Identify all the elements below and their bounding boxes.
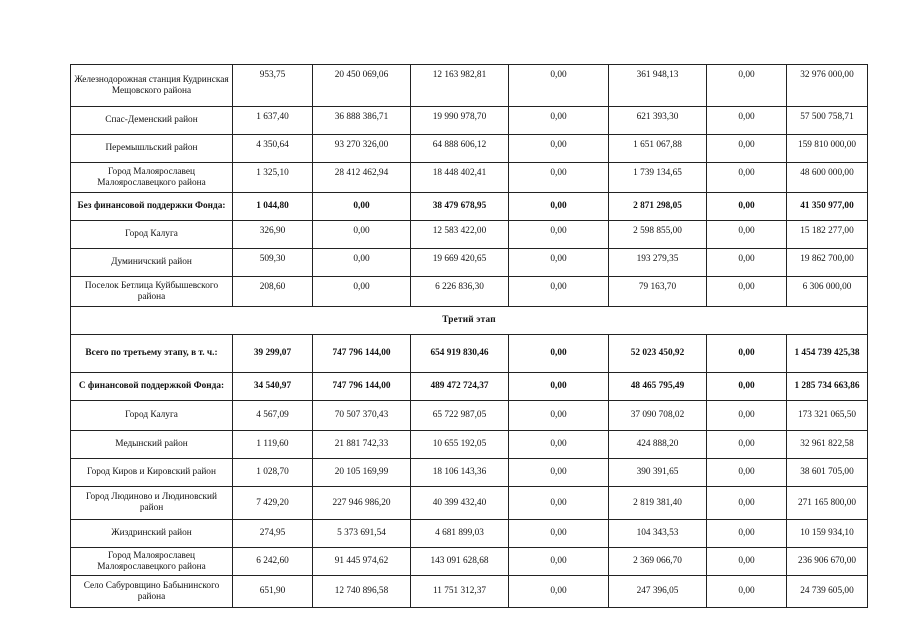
value-cell-c1: 1 637,40 [233,107,313,135]
territory-name-cell: Думиничский район [71,249,233,277]
value-cell-c2: 747 796 144,00 [313,373,411,401]
value-cell-c3: 40 399 432,40 [411,487,509,520]
value-cell-c1: 39 299,07 [233,335,313,373]
table-row [71,576,868,608]
value-cell-c6: 0,00 [707,65,787,107]
value-cell-c5: 79 163,70 [609,277,707,307]
value-cell-c4: 0,00 [509,459,609,487]
value-cell-c7: 38 601 705,00 [787,459,868,487]
value-cell-c4: 0,00 [509,221,609,249]
value-cell-c5: 390 391,65 [609,459,707,487]
territory-name-cell: Перемышльский район [71,135,233,163]
value-cell-c5: 621 393,30 [609,107,707,135]
table-row [71,373,868,401]
value-cell-c4: 0,00 [509,277,609,307]
value-cell-c7: 48 600 000,00 [787,163,868,193]
value-cell-c3: 19 990 978,70 [411,107,509,135]
value-cell-c1: 1 119,60 [233,431,313,459]
value-cell-c2: 227 946 986,20 [313,487,411,520]
value-cell-c4: 0,00 [509,135,609,163]
value-cell-c6: 0,00 [707,249,787,277]
value-cell-c4: 0,00 [509,520,609,548]
value-cell-c6: 0,00 [707,548,787,576]
table-row [71,221,868,249]
territory-name-cell: Город Малоярославец Малоярославецкого района [71,163,233,193]
value-cell-c7: 1 454 739 425,38 [787,335,868,373]
territory-name-cell: Город Киров и Кировский район [71,459,233,487]
table-row [71,249,868,277]
table-row [71,335,868,373]
value-cell-c5: 2 598 855,00 [609,221,707,249]
value-cell-c5: 104 343,53 [609,520,707,548]
value-cell-c3: 64 888 606,12 [411,135,509,163]
value-cell-c2: 747 796 144,00 [313,335,411,373]
value-cell-c6: 0,00 [707,135,787,163]
value-cell-c6: 0,00 [707,401,787,431]
value-cell-c7: 173 321 065,50 [787,401,868,431]
territory-name-cell: Село Сабуровщино Бабынинского района [71,576,233,608]
value-cell-c2: 0,00 [313,277,411,307]
territory-name-cell: Город Малоярославец Малоярославецкого района [71,548,233,576]
value-cell-c6: 0,00 [707,221,787,249]
value-cell-c3: 6 226 836,30 [411,277,509,307]
value-cell-c7: 57 500 758,71 [787,107,868,135]
territory-name-cell: Железнодорожная станция Кудринская Мещовского района [71,65,233,107]
value-cell-c1: 953,75 [233,65,313,107]
value-cell-c7: 15 182 277,00 [787,221,868,249]
value-cell-c3: 38 479 678,95 [411,193,509,221]
table-row [71,163,868,193]
value-cell-c7: 236 906 670,00 [787,548,868,576]
value-cell-c3: 489 472 724,37 [411,373,509,401]
value-cell-c5: 424 888,20 [609,431,707,459]
value-cell-c1: 34 540,97 [233,373,313,401]
value-cell-c3: 4 681 899,03 [411,520,509,548]
territory-name-cell: Город Калуга [71,221,233,249]
value-cell-c2: 20 450 069,06 [313,65,411,107]
value-cell-c1: 4 567,09 [233,401,313,431]
table-row [71,520,868,548]
table-row [71,459,868,487]
value-cell-c2: 0,00 [313,221,411,249]
territory-name-cell: Всего по третьему этапу, в т. ч.: [71,335,233,373]
value-cell-c5: 52 023 450,92 [609,335,707,373]
value-cell-c7: 19 862 700,00 [787,249,868,277]
value-cell-c3: 12 583 422,00 [411,221,509,249]
value-cell-c2: 93 270 326,00 [313,135,411,163]
value-cell-c4: 0,00 [509,335,609,373]
value-cell-c4: 0,00 [509,487,609,520]
value-cell-c6: 0,00 [707,193,787,221]
value-cell-c4: 0,00 [509,431,609,459]
value-cell-c7: 32 976 000,00 [787,65,868,107]
value-cell-c2: 0,00 [313,249,411,277]
value-cell-c2: 36 888 386,71 [313,107,411,135]
value-cell-c6: 0,00 [707,277,787,307]
value-cell-c6: 0,00 [707,373,787,401]
table-row [71,193,868,221]
value-cell-c4: 0,00 [509,576,609,608]
value-cell-c7: 32 961 822,58 [787,431,868,459]
value-cell-c3: 11 751 312,37 [411,576,509,608]
value-cell-c1: 1 044,80 [233,193,313,221]
value-cell-c1: 4 350,64 [233,135,313,163]
value-cell-c3: 654 919 830,46 [411,335,509,373]
territory-name-cell: Поселок Бетлица Куйбышевского района [71,277,233,307]
value-cell-c1: 274,95 [233,520,313,548]
table-row [71,401,868,431]
table-row [71,107,868,135]
value-cell-c7: 159 810 000,00 [787,135,868,163]
territory-name-cell: Жиздринский район [71,520,233,548]
value-cell-c1: 208,60 [233,277,313,307]
value-cell-c2: 5 373 691,54 [313,520,411,548]
value-cell-c3: 10 655 192,05 [411,431,509,459]
finance-table [70,64,868,608]
value-cell-c3: 143 091 628,68 [411,548,509,576]
territory-name-cell: С финансовой поддержкой Фонда: [71,373,233,401]
section-title: Третий этап [71,307,868,335]
value-cell-c4: 0,00 [509,548,609,576]
value-cell-c7: 271 165 800,00 [787,487,868,520]
value-cell-c1: 7 429,20 [233,487,313,520]
value-cell-c6: 0,00 [707,107,787,135]
value-cell-c7: 10 159 934,10 [787,520,868,548]
value-cell-c4: 0,00 [509,163,609,193]
table-row [71,548,868,576]
value-cell-c3: 18 448 402,41 [411,163,509,193]
value-cell-c1: 1 028,70 [233,459,313,487]
value-cell-c6: 0,00 [707,487,787,520]
value-cell-c5: 2 369 066,70 [609,548,707,576]
value-cell-c4: 0,00 [509,65,609,107]
value-cell-c5: 48 465 795,49 [609,373,707,401]
value-cell-c5: 247 396,05 [609,576,707,608]
value-cell-c6: 0,00 [707,459,787,487]
value-cell-c6: 0,00 [707,431,787,459]
value-cell-c6: 0,00 [707,520,787,548]
value-cell-c3: 19 669 420,65 [411,249,509,277]
table-row [71,135,868,163]
value-cell-c6: 0,00 [707,163,787,193]
value-cell-c5: 2 819 381,40 [609,487,707,520]
value-cell-c7: 1 285 734 663,86 [787,373,868,401]
table-row [71,277,868,307]
value-cell-c1: 1 325,10 [233,163,313,193]
value-cell-c1: 326,90 [233,221,313,249]
table-row [71,487,868,520]
value-cell-c5: 1 739 134,65 [609,163,707,193]
value-cell-c3: 18 106 143,36 [411,459,509,487]
value-cell-c4: 0,00 [509,193,609,221]
value-cell-c4: 0,00 [509,107,609,135]
value-cell-c7: 41 350 977,00 [787,193,868,221]
territory-name-cell: Спас-Деменский район [71,107,233,135]
value-cell-c2: 20 105 169,99 [313,459,411,487]
value-cell-c2: 0,00 [313,193,411,221]
value-cell-c3: 12 163 982,81 [411,65,509,107]
value-cell-c2: 91 445 974,62 [313,548,411,576]
value-cell-c4: 0,00 [509,373,609,401]
value-cell-c1: 509,30 [233,249,313,277]
value-cell-c5: 37 090 708,02 [609,401,707,431]
value-cell-c5: 361 948,13 [609,65,707,107]
territory-name-cell: Город Людиново и Людиновский район [71,487,233,520]
value-cell-c2: 21 881 742,33 [313,431,411,459]
value-cell-c4: 0,00 [509,401,609,431]
territory-name-cell: Медынский район [71,431,233,459]
value-cell-c7: 24 739 605,00 [787,576,868,608]
value-cell-c6: 0,00 [707,335,787,373]
value-cell-c5: 1 651 067,88 [609,135,707,163]
territory-name-cell: Город Калуга [71,401,233,431]
value-cell-c1: 651,90 [233,576,313,608]
value-cell-c2: 70 507 370,43 [313,401,411,431]
document-page [70,64,868,608]
value-cell-c6: 0,00 [707,576,787,608]
value-cell-c2: 28 412 462,94 [313,163,411,193]
value-cell-c5: 193 279,35 [609,249,707,277]
territory-name-cell: Без финансовой поддержки Фонда: [71,193,233,221]
table-row [71,65,868,107]
value-cell-c7: 6 306 000,00 [787,277,868,307]
value-cell-c3: 65 722 987,05 [411,401,509,431]
value-cell-c2: 12 740 896,58 [313,576,411,608]
table-row [71,431,868,459]
value-cell-c1: 6 242,60 [233,548,313,576]
value-cell-c4: 0,00 [509,249,609,277]
value-cell-c5: 2 871 298,05 [609,193,707,221]
